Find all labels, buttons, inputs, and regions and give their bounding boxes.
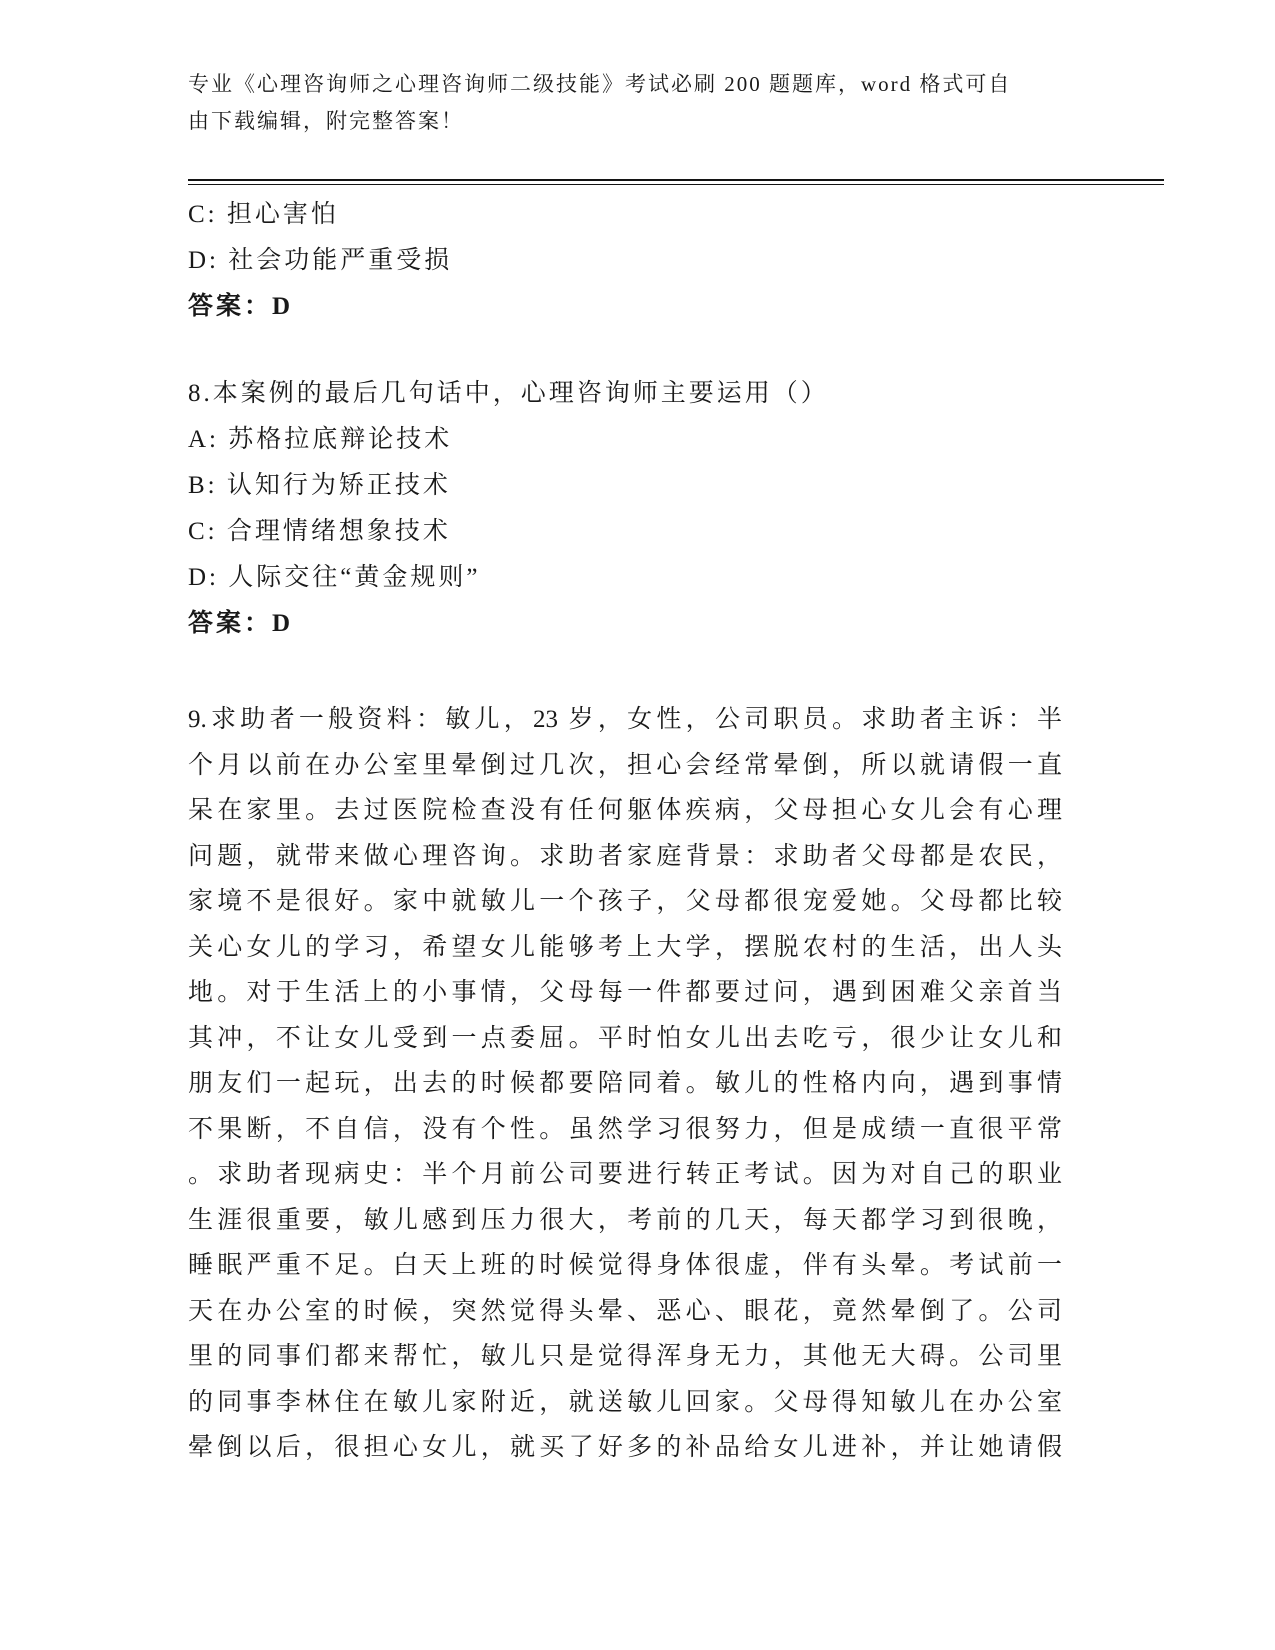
q9-paragraph-line: 其冲，不让女儿受到一点委屈。平时怕女儿出去吃亏，很少让女儿和: [188, 1024, 1062, 1052]
header-divider-rule: [188, 179, 1164, 185]
q9-paragraph-line: 问题，就带来做心理咨询。求助者家庭背景：求助者父母都是农民，: [188, 842, 1062, 870]
page-header: [188, 66, 1164, 140]
q9-paragraph-line: 的同事李林住在敏儿家附近，就送敏儿回家。父母得知敏儿在办公室: [188, 1388, 1062, 1416]
header-line: 由下载编辑，附完整答案！: [188, 109, 464, 133]
q9-paragraph-line: 关心女儿的学习，希望女儿能够考上大学，摆脱农村的生活，出人头: [188, 933, 1062, 961]
q8-option-c-line: C: 合理情绪想象技术: [188, 518, 451, 545]
q7-option-c-line: C: 担心害怕: [188, 201, 339, 228]
q7-answer-line: 答案：D: [188, 293, 294, 320]
q9-paragraph-line: 个月以前在办公室里晕倒过几次，担心会经常晕倒，所以就请假一直: [188, 751, 1062, 779]
q9-paragraph-line: 9.求助者一般资料：敏儿，23 岁，女性，公司职员。求助者主诉：半: [188, 706, 1062, 733]
q8-stem-line: 8.本案例的最后几句话中，心理咨询师主要运用（）: [188, 380, 829, 407]
q8-answer-line: 答案：D: [188, 610, 294, 637]
q8-option-b-line: B: 认知行为矫正技术: [188, 472, 451, 499]
header-line: 专业《心理咨询师之心理咨询师二级技能》考试必刷 200 题题库，word 格式可自: [188, 72, 1012, 96]
q9-paragraph-line: 家境不是很好。家中就敏儿一个孩子，父母都很宠爱她。父母都比较: [188, 888, 1062, 915]
q8-option-a-line: A: 苏格拉底辩论技术: [188, 426, 453, 453]
q9-paragraph-line: 睡眠严重不足。白天上班的时候觉得身体很虚，伴有头晕。考试前一: [188, 1252, 1062, 1279]
q9-paragraph-line: 晕倒以后，很担心女儿，就买了好多的补品给女儿进补，并让她请假: [188, 1434, 1062, 1461]
q9-paragraph-line: 朋友们一起玩，出去的时候都要陪同着。敏儿的性格内向，遇到事情: [188, 1070, 1062, 1097]
q7-option-d-line: D: 社会功能严重受损: [188, 247, 453, 274]
q9-paragraph-line: 里的同事们都来帮忙，敏儿只是觉得浑身无力，其他无大碍。公司里: [188, 1343, 1062, 1370]
q9-paragraph-line: 生涯很重要，敏儿感到压力很大，考前的几天，每天都学习到很晚，: [188, 1206, 1062, 1234]
q9-paragraph-line: 天在办公室的时候，突然觉得头晕、恶心、眼花，竟然晕倒了。公司: [188, 1297, 1062, 1325]
question9-block: [188, 697, 1062, 1471]
question8-block: [188, 371, 1062, 647]
q9-paragraph-line: 不果断，不自信，没有个性。虽然学习很努力，但是成绩一直很平常: [188, 1115, 1062, 1143]
q9-paragraph-line: 呆在家里。去过医院检查没有任何躯体疾病，父母担心女儿会有心理: [188, 797, 1062, 824]
q9-paragraph-line: 地。对于生活上的小事情，父母每一件都要过问，遇到困难父亲首当: [188, 979, 1062, 1006]
q9-paragraph-line: 。求助者现病史：半个月前公司要进行转正考试。因为对自己的职业: [188, 1161, 1062, 1188]
question7-tail-block: [188, 192, 1062, 330]
q8-option-d-line: D: 人际交往“黄金规则”: [188, 564, 481, 591]
